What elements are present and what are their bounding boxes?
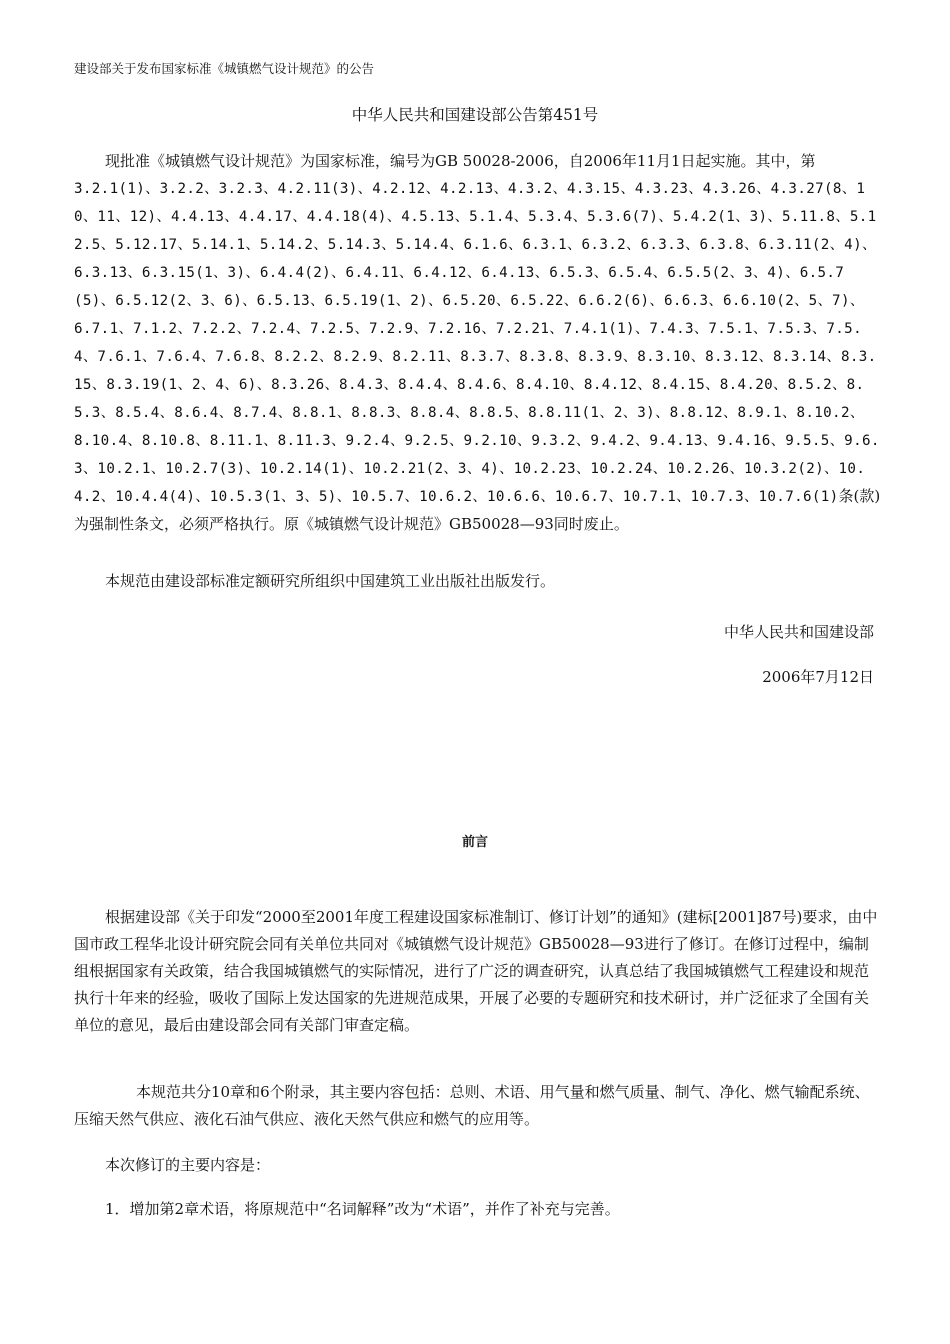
notice-intro-paragraph xyxy=(74,148,882,538)
clause-list-tail: 条(款)为强制性条文，必须严格执行。原《城镇燃气设计规范》GB50028—93同时废止。 xyxy=(74,487,881,533)
mandatory-clause-list: 3.2.1(1)、3.2.2、3.2.3、4.2.11(3)、4.2.12、4.2.13、4.3.2、4.3.15、4.3.23、4.3.26、4.3.27(8、10、11、12)、4.4.13、4.4.17、4.4.18(4)、4.5.13、5.1.4、5.3.4、5.3.6(7)、5.4.2(1、3)、5.11.8、5.12.5、5.12.17、5.14.1、5.14.2、5.14.3、5.14.4、6.1.6、6.3.1、6.3.2、6.3.3、6.3.8、6.3.11(2、4)、6.3.13、6.3.15(1、3)、6.4.4(2)、6.4.11、6.4.12、6.4.13、6.5.3、6.5.4、6.5.5(2、3、4)、6.5.7(5)、6.5.12(2、3、6)、6.5.13、6.5.19(1、2)、6.5.20、6.5.22、6.6.2(6)、6.6.3、6.6.10(2、5、7)、6.7.1、7.1.2、7.2.2、7.2.4、7.2.5、7.2.9、7.2.16、7.2.21、7.4.1(1)、7.4.3、7.5.1、7.5.3、7.5.4、7.6.1、7.6.4、7.6.8、8.2.2、8.2.9、8.2.11、8.3.7、8.3.8、8.3.9、8.3.10、8.3.12、8.3.14、8.3.15、8.3.19(1、2、4、6)、8.3.26、8.4.3、8.4.4、8.4.6、8.4.10、8.4.12、8.4.15、8.4.20、8.5.2、8.5.3、8.5.4、8.6.4、8.7.4、8.8.1、8.8.3、8.8.4、8.8.5、8.8.11(1、2、3)、8.8.12、8.9.1、8.10.2、8.10.4、8.10.8、8.11.1、8.11.3、9.2.4、9.2.5、9.2.10、9.3.2、9.4.2、9.4.13、9.4.16、9.5.5、9.6.3、10.2.1、10.2.7(3)、10.2.14(1)、10.2.21(2、3、4)、10.2.23、10.2.24、10.2.26、10.3.2(2)、10.4.2、10.4.4(4)、10.5.3(1、3、5)、10.5.7、10.6.2、10.6.6、10.6.7、10.7.1、10.7.3、10.7.6(1) xyxy=(74,181,880,505)
document-header: 建设部关于发布国家标准《城镇燃气设计规范》的公告 xyxy=(74,61,375,76)
preface-paragraph-2: 本规范共分10章和6个附录，其主要内容包括：总则、术语、用气量和燃气质量、制气、净化、燃气输配系统、压缩天然气供应、液化石油气供应、液化天然气供应和燃气的应用等。 xyxy=(74,1083,870,1128)
preface-paragraph-1: 根据建设部《关于印发“2000至2001年度工程建设国家标准制订、修订计划”的通知》(建标[2001]87号)要求，由中国市政工程华北设计研究院会同有关单位共同对《城镇燃气设计规范》GB50028—93进行了修订。在修订过程中，编制组根据国家有关政策，结合我国城镇燃气的实际情况，进行了广泛的调查研究，认真总结了我国城镇燃气工程建设和规范执行十年来的经验，吸收了国际上发达国家的先进规范成果，开展了必要的专题研究和技术研讨，并广泛征求了全国有关单位的意见，最后由建设部会同有关部门审查定稿。 xyxy=(74,908,878,1034)
publish-statement: 本规范由建设部标准定额研究所组织中国建筑工业出版社出版发行。 xyxy=(105,572,556,590)
preface-paragraph-3: 本次修订的主要内容是： xyxy=(105,1156,271,1174)
issue-date: 2006年7月12日 xyxy=(762,668,874,686)
notice-intro: 现批准《城镇燃气设计规范》为国家标准，编号为GB 50028-2006，自2006年11月1日起实施。其中，第 xyxy=(105,152,816,170)
preface-title: 前言 xyxy=(461,835,488,850)
notice-title: 中华人民共和国建设部公告第451号 xyxy=(351,106,599,124)
preface-list-item-1: 1．增加第2章术语，将原规范中“名词解释”改为“术语”，并作了补充与完善。 xyxy=(105,1200,620,1218)
issuer-signature: 中华人民共和国建设部 xyxy=(723,623,874,641)
